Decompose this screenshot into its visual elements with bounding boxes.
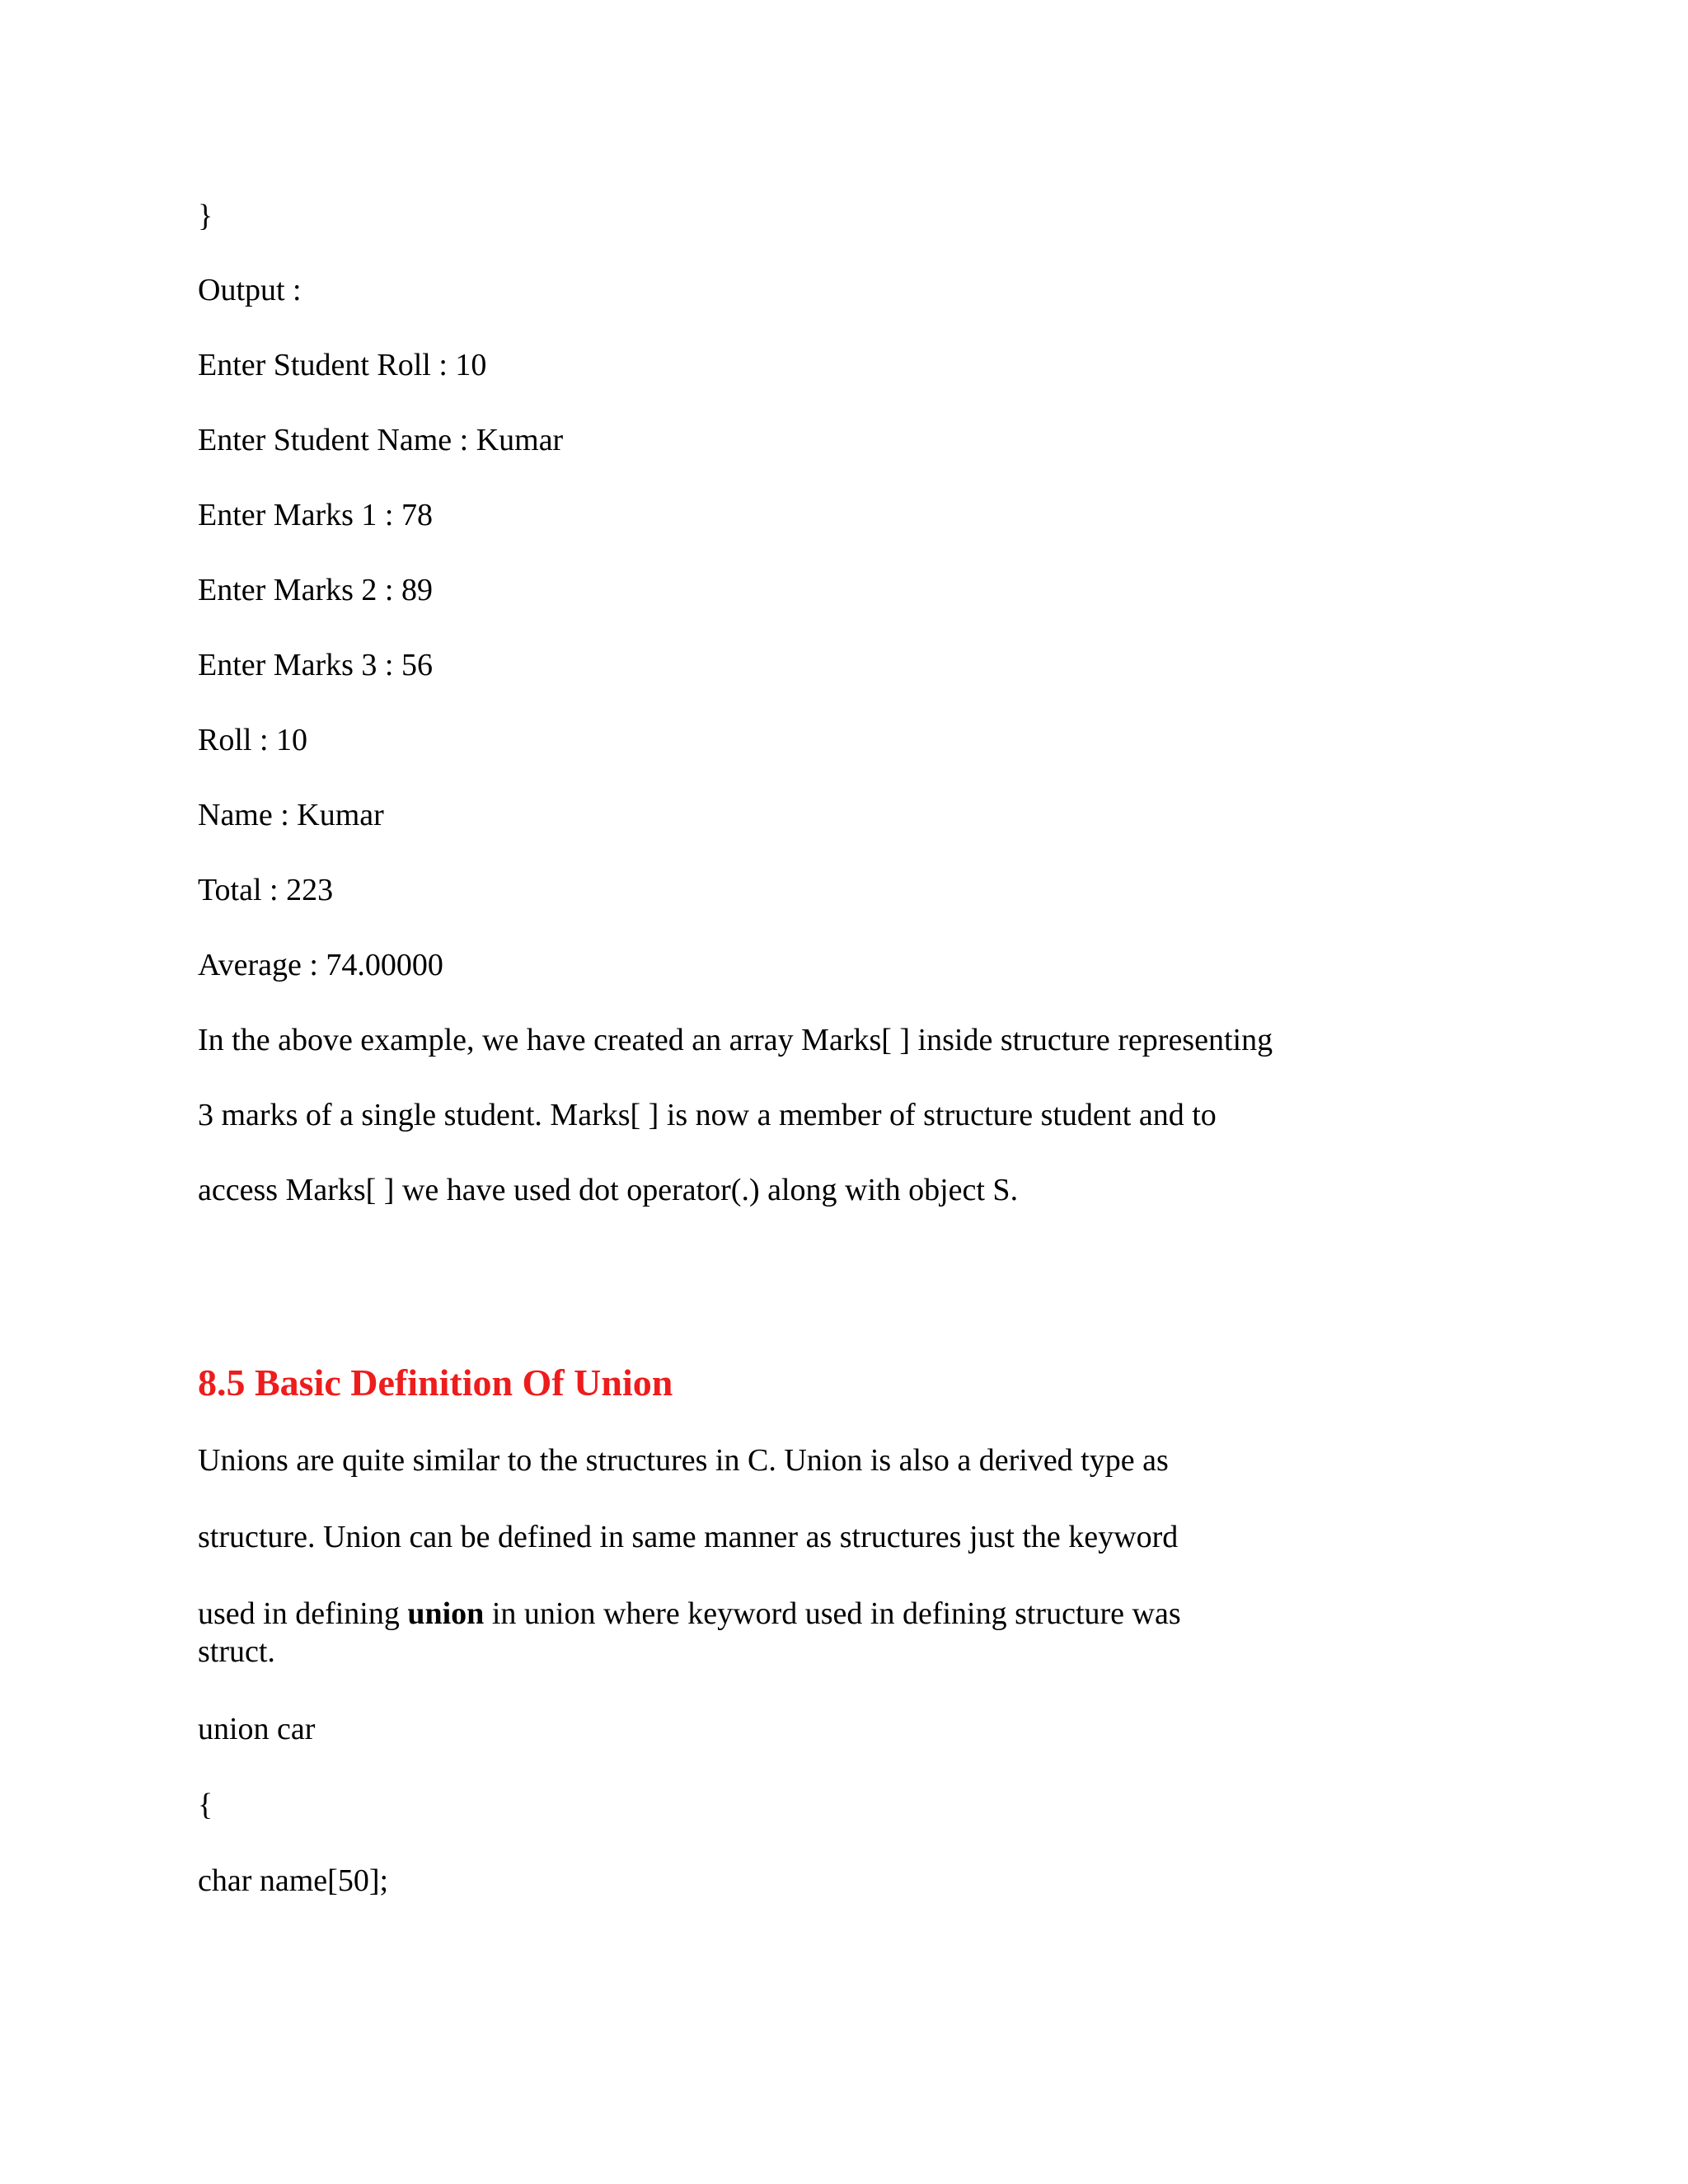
- output-label: Output :: [198, 273, 302, 307]
- explanation-line: access Marks[ ] we have used dot operator(.) along with object S.: [198, 1173, 1019, 1207]
- section-heading: 8.5 Basic Definition Of Union: [198, 1361, 673, 1404]
- union-keyword: union: [407, 1596, 485, 1631]
- output-line: Enter Student Name : Kumar: [198, 423, 564, 457]
- output-line: Enter Student Roll : 10: [198, 348, 487, 382]
- code-closing-brace: }: [198, 199, 213, 233]
- union-paragraph-line: [198, 1596, 1181, 1632]
- output-line: Name : Kumar: [198, 798, 384, 832]
- code-line: {: [198, 1788, 213, 1822]
- output-line: Enter Marks 1 : 78: [198, 498, 433, 532]
- explanation-line: 3 marks of a single student. Marks[ ] is now a member of structure student and to: [198, 1098, 1217, 1132]
- union-paragraph-line: struct.: [198, 1634, 275, 1669]
- output-line: Enter Marks 3 : 56: [198, 648, 433, 682]
- output-line: Total : 223: [198, 873, 334, 907]
- output-line: Roll : 10: [198, 723, 308, 757]
- code-line: char name[50];: [198, 1863, 389, 1898]
- union-paragraph-line: Unions are quite similar to the structures in C. Union is also a derived type as: [198, 1443, 1169, 1478]
- explanation-line: In the above example, we have created an array Marks[ ] inside structure representing: [198, 1023, 1273, 1057]
- output-line: Enter Marks 2 : 89: [198, 573, 433, 607]
- code-line: union car: [198, 1712, 316, 1746]
- paragraph-text: used in defining: [198, 1596, 408, 1631]
- output-line: Average : 74.00000: [198, 948, 443, 982]
- paragraph-text: in union where keyword used in defining structure was: [484, 1596, 1181, 1631]
- union-paragraph-line: structure. Union can be defined in same manner as structures just the keyword: [198, 1520, 1179, 1554]
